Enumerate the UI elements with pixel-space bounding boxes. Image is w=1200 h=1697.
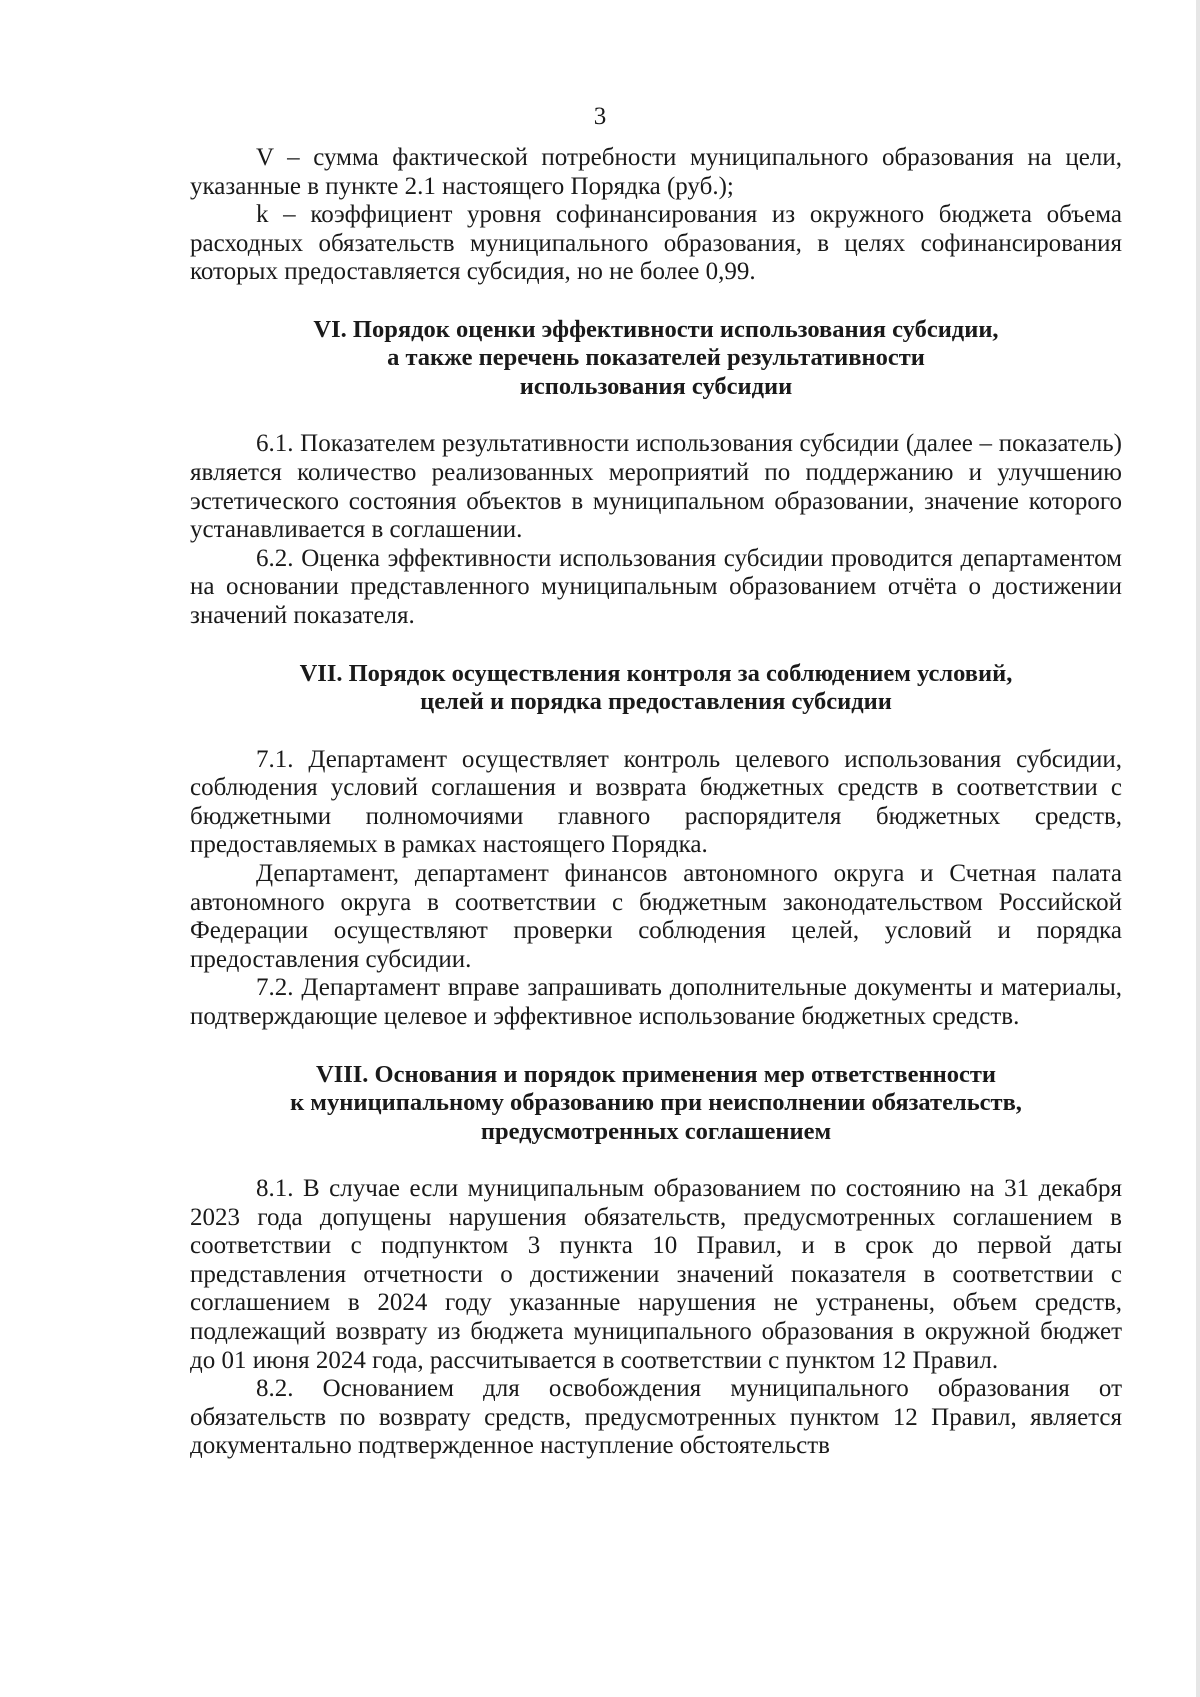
formula-variable-v: V – сумма фактической потребности муниципального образования на цели, указанные в пункте 2.1 настоящего Порядка (руб.); (190, 144, 1122, 200)
section-8-heading-line: предусмотренных соглашением (480, 1117, 832, 1145)
section-8-heading-line: VIII. Основания и порядок применения мер ответственности (316, 1060, 996, 1088)
section-7-heading (190, 660, 1122, 717)
paragraph-7-1: 7.1. Департамент осуществляет контроль целевого использования субсидии, соблюдения условий соглашения и возврата бюджетных средств в соответствии с бюджетными полномочиями главного распорядителя бюджетных средств, предоставляемых в рамках настоящего Порядка. (190, 745, 1122, 859)
paragraph-6-2: 6.2. Оценка эффективности использования субсидии проводится департаментом на основании представленного муниципальным образованием отчёта о достижении значений показателя. (190, 544, 1122, 630)
section-7-heading-line: целей и порядка предоставления субсидии (420, 688, 892, 716)
formula-variable-k: k – коэффициент уровня софинансирования из окружного бюджета объема расходных обязательств муниципального образования, в целях софинансирования которых предоставляется субсидия, но не более 0,99. (190, 201, 1122, 286)
section-6-heading-line: использования субсидии (519, 372, 793, 400)
paragraph-8-2: 8.2. Основанием для освобождения муниципального образования от обязательств по возврату средств, предусмотренных пунктом 12 Правил, является документально подтвержденное наступление обстоятельств (190, 1375, 1122, 1460)
section-6-heading (190, 316, 1122, 402)
section-8-heading (190, 1061, 1122, 1147)
page-edge (1196, 0, 1200, 1697)
page-number: 3 (593, 103, 607, 130)
paragraph-6-1: 6.1. Показателем результативности использования субсидии (далее – показатель) является количество реализованных мероприятий по поддержанию и улучшению эстетического состояния объектов в муниципальном образовании, значение которого устанавливается в соглашении. (190, 430, 1122, 544)
paragraph-7-1-b: Департамент, департамент финансов автономного округа и Счетная палата автономного округа в соответствии с бюджетным законодательством Российской Федерации осуществляют проверки соблюдения целей, условий и порядка предоставления субсидии. (190, 860, 1122, 973)
document-body (190, 144, 1122, 1461)
section-8-heading-line: к муниципальному образованию при неисполнении обязательств, (290, 1089, 1022, 1117)
section-6-heading-line: VI. Порядок оценки эффективности использования субсидии, (313, 315, 999, 343)
section-6-heading-line: а также перечень показателей результативности (387, 344, 925, 372)
section-7-heading-line: VII. Порядок осуществления контроля за соблюдением условий, (299, 659, 1013, 687)
paragraph-7-2: 7.2. Департамент вправе запрашивать дополнительные документы и материалы, подтверждающие целевое и эффективное использование бюджетных средств. (190, 974, 1122, 1030)
paragraph-8-1: 8.1. В случае если муниципальным образованием по состоянию на 31 декабря 2023 года допущены нарушения обязательств, предусмотренных соглашением в соответствии с подпунктом 3 пункта 10 Правил, и в срок до первой даты представления отчетности о достижении значений показателя в соответствии с соглашением в 2024 году указанные нарушения не устранены, объем средств, подлежащий возврату из бюджета муниципального образования в окружной бюджет до 01 июня 2024 года, рассчитывается в соответствии с пунктом 12 Правил. (190, 1175, 1122, 1374)
